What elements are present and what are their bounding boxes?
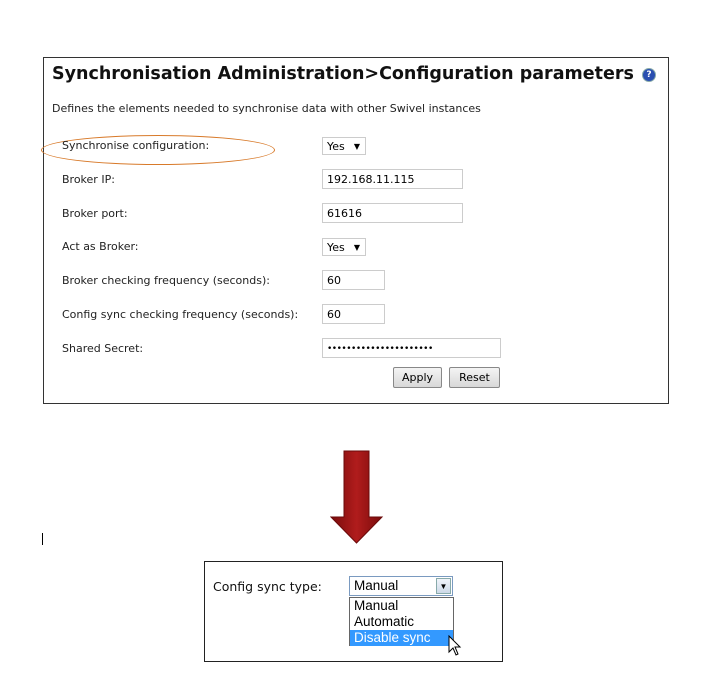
broker-ip-label: Broker IP:	[62, 173, 115, 186]
configuration-panel	[43, 57, 669, 404]
broker-ip-input[interactable]: 192.168.11.115	[322, 169, 463, 189]
sync-config-value: Yes	[327, 140, 345, 153]
help-icon[interactable]: ?	[642, 68, 656, 82]
option-disable-sync[interactable]: Disable sync	[350, 630, 453, 646]
broker-freq-label: Broker checking frequency (seconds):	[62, 274, 270, 287]
config-sync-box	[204, 561, 503, 662]
shared-secret-input[interactable]: ••••••••••••••••••••••	[322, 338, 501, 358]
reset-button[interactable]: Reset	[449, 367, 500, 388]
act-as-broker-value: Yes	[327, 241, 345, 254]
text-cursor	[42, 533, 43, 545]
option-manual[interactable]: Manual	[354, 598, 399, 613]
broker-freq-input[interactable]: 60	[322, 270, 385, 290]
chevron-down-icon: ▼	[353, 243, 360, 252]
sync-config-label: Synchronise configuration:	[62, 139, 210, 152]
config-sync-select[interactable]	[349, 576, 453, 596]
option-automatic[interactable]: Automatic	[354, 614, 415, 629]
config-freq-input[interactable]: 60	[322, 304, 385, 324]
config-sync-dropdown	[349, 597, 454, 646]
config-sync-value: Manual	[354, 578, 399, 593]
config-sync-label: Config sync type:	[213, 579, 322, 594]
broker-port-label: Broker port:	[62, 207, 128, 220]
apply-button[interactable]: Apply	[393, 367, 442, 388]
chevron-down-icon[interactable]: ▼	[436, 578, 451, 594]
act-as-broker-label: Act as Broker:	[62, 240, 139, 253]
sync-config-select[interactable]	[322, 137, 366, 155]
shared-secret-label: Shared Secret:	[62, 342, 144, 355]
broker-port-input[interactable]: 61616	[322, 203, 463, 223]
act-as-broker-select[interactable]	[322, 238, 366, 256]
mouse-pointer-icon	[448, 635, 462, 657]
page-title: Synchronisation Administration>Configuration parameters	[52, 64, 634, 84]
page-description: Defines the elements needed to synchronise data with other Swivel instances	[52, 102, 481, 115]
down-arrow-icon	[330, 450, 384, 545]
config-freq-label: Config sync checking frequency (seconds):	[62, 308, 299, 321]
chevron-down-icon: ▼	[353, 142, 360, 151]
